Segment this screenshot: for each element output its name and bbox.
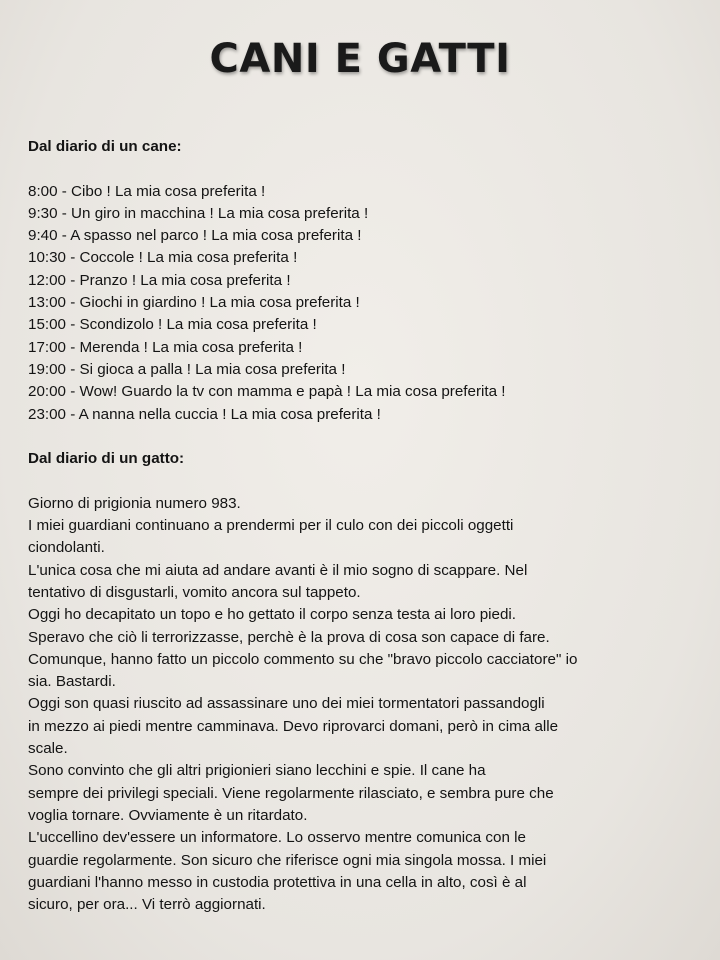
spacer <box>28 158 688 180</box>
cat-diary-line: Oggi ho decapitato un topo e ho gettato il corpo senza testa ai loro piedi. <box>28 606 517 624</box>
dog-entry: 17:00 - Merenda ! La mia cosa preferita ! <box>28 338 303 356</box>
cat-diary-line: scale. <box>28 740 68 758</box>
cat-diary-text <box>28 493 688 917</box>
dog-entry: 20:00 - Wow! Guardo la tv con mamma e papà ! La mia cosa preferita ! <box>28 383 506 401</box>
cat-diary-line: in mezzo ai piedi mentre camminava. Devo riprovarci domani, però in cima alle <box>28 717 559 735</box>
dog-entry: 23:00 - A nanna nella cuccia ! La mia cosa preferita ! <box>28 405 381 423</box>
cat-diary-heading: Dal diario di un gatto: <box>28 450 185 468</box>
cat-diary-line: sicuro, per ora... Vi terrò aggiornati. <box>28 896 266 914</box>
cat-diary-line: Giorno di prigionia numero 983. <box>28 494 241 512</box>
cat-diary-line: Speravo che ciò li terrorizzasse, perchè è la prova di cosa son capace di fare. <box>28 628 550 646</box>
dog-entry: 10:30 - Coccole ! La mia cosa preferita ! <box>28 249 298 267</box>
cat-diary-line: guardie regolarmente. Son sicuro che riferisce ogni mia singola mossa. I miei <box>28 851 547 869</box>
dog-diary-heading: Dal diario di un cane: <box>28 138 182 155</box>
dog-entry: 12:00 - Pranzo ! La mia cosa preferita ! <box>28 271 291 289</box>
dog-entry: 13:00 - Giochi in giardino ! La mia cosa preferita ! <box>28 294 360 312</box>
cat-diary-line: sempre dei privilegi speciali. Viene regolarmente rilasciato, e sembra pure che <box>28 784 554 802</box>
cat-diary-line: Comunque, hanno fatto un piccolo commento su che "bravo piccolo cacciatore" io <box>28 650 578 668</box>
dog-diary-entries <box>28 181 688 426</box>
cat-diary-line: L'uccellino dev'essere un informatore. Lo osservo mentre comunica con le <box>28 829 526 847</box>
spacer <box>28 426 688 448</box>
cat-diary-line: tentativo di disgustarli, vomito ancora sul tappeto. <box>28 583 361 601</box>
dog-entry: 9:40 - A spasso nel parco ! La mia cosa preferita ! <box>28 227 362 245</box>
dog-entry: 19:00 - Si gioca a palla ! La mia cosa preferita ! <box>28 360 346 378</box>
cat-diary-line: Oggi son quasi riuscito ad assassinare uno dei miei tormentatori passandogli <box>28 695 545 713</box>
spacer <box>28 470 688 492</box>
diary-content <box>28 136 688 916</box>
dog-entry: 8:00 - Cibo ! La mia cosa preferita ! <box>28 182 266 200</box>
cat-diary-line: sia. Bastardi. <box>28 673 116 691</box>
page-title: CANI E GATTI <box>209 36 511 82</box>
cat-diary-line: L'unica cosa che mi aiuta ad andare avanti è il mio sogno di scappare. Nel <box>28 561 528 579</box>
cat-diary-line: voglia tornare. Ovviamente è un ritardato. <box>28 806 308 824</box>
dog-entry: 15:00 - Scondizolo ! La mia cosa preferita ! <box>28 316 317 334</box>
cat-diary-line: ciondolanti. <box>28 539 105 557</box>
cat-diary-line: guardiani l'hanno messo in custodia protettiva in una cella in alto, così è al <box>28 873 527 891</box>
cat-diary-line: I miei guardiani continuano a prendermi per il culo con dei piccoli oggetti <box>28 517 514 535</box>
dog-entry: 9:30 - Un giro in macchina ! La mia cosa preferita ! <box>28 204 369 222</box>
cat-diary-line: Sono convinto che gli altri prigionieri siano lecchini e spie. Il cane ha <box>28 762 486 780</box>
